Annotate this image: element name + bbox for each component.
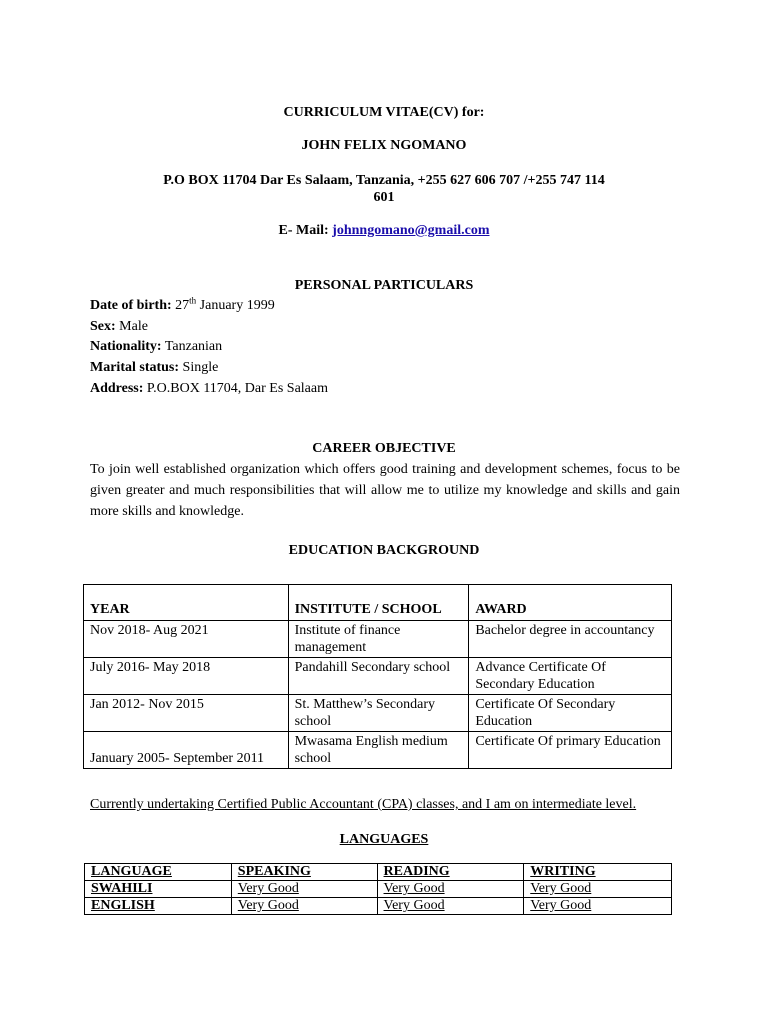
speaking-cell: Very Good [231, 881, 377, 898]
personal-heading: PERSONAL PARTICULARS [294, 278, 474, 293]
marital-label: Marital status: [90, 360, 180, 375]
col-year: YEAR [84, 585, 289, 621]
table-row [84, 621, 672, 658]
email-link[interactable]: johnngomano@gmail.com [332, 223, 490, 238]
address-value: P.O.BOX 11704, Dar Es Salaam [146, 381, 328, 396]
address-label: Address: [90, 381, 144, 396]
languages-heading: LANGUAGES [339, 832, 429, 847]
nationality-row [90, 338, 222, 356]
contact-address: P.O BOX 11704 Dar Es Salaam, Tanzania, +255 627 606 707 /+255 747 114 [163, 173, 605, 188]
language-cell: ENGLISH [85, 898, 232, 915]
languages-table [84, 863, 672, 915]
col-institute: INSTITUTE / SCHOOL [288, 585, 469, 621]
dob-row [90, 297, 275, 315]
table-row [84, 695, 672, 732]
year-cell: January 2005- September 2011 [84, 732, 289, 769]
col-language: LANGUAGE [85, 864, 232, 881]
institute-cell: St. Matthew’s Secondary school [288, 695, 469, 732]
objective-heading: CAREER OBJECTIVE [312, 441, 456, 456]
writing-cell: Very Good [524, 898, 672, 915]
dob-label: Date of birth: [90, 298, 172, 313]
table-row [84, 658, 672, 695]
cpa-note: Currently undertaking Certified Public Accountant (CPA) classes, and I am on intermediate level. [90, 797, 637, 812]
objective-text: To join well established organization which offers good training and development schemes, focus to be given greater and much responsibilities that will allow me to utilize my knowledge and skills and gain more skills and knowledge. [90, 462, 680, 519]
institute-cell: Mwasama English medium school [288, 732, 469, 769]
table-row [84, 732, 672, 769]
award-cell: Certificate Of Secondary Education [469, 695, 672, 732]
institute-cell: Institute of finance management [288, 621, 469, 658]
year-cell: Nov 2018- Aug 2021 [84, 621, 289, 658]
education-table [83, 584, 672, 769]
table-row [85, 881, 672, 898]
table-row [85, 898, 672, 915]
languages-header-row [85, 864, 672, 881]
dob-suffix: th [189, 295, 197, 306]
contact-address-cont: 601 [373, 190, 395, 205]
col-award: AWARD [469, 585, 672, 621]
writing-cell: Very Good [524, 881, 672, 898]
year-cell: July 2016- May 2018 [84, 658, 289, 695]
institute-cell: Pandahill Secondary school [288, 658, 469, 695]
col-reading: READING [377, 864, 524, 881]
language-cell: SWAHILI [85, 881, 232, 898]
address-row [90, 380, 328, 398]
award-cell: Certificate Of primary Education [469, 732, 672, 769]
year-cell: Jan 2012- Nov 2015 [84, 695, 289, 732]
speaking-cell: Very Good [231, 898, 377, 915]
education-header-row [84, 585, 672, 621]
reading-cell: Very Good [377, 898, 524, 915]
email-label: E- Mail: [278, 223, 329, 238]
col-speaking: SPEAKING [231, 864, 377, 881]
dob-day: 27 [175, 298, 190, 313]
candidate-name: JOHN FELIX NGOMANO [301, 138, 467, 153]
marital-value: Single [182, 360, 219, 375]
dob-rest: January 1999 [199, 298, 275, 313]
sex-row [90, 318, 148, 336]
reading-cell: Very Good [377, 881, 524, 898]
education-heading: EDUCATION BACKGROUND [288, 543, 480, 558]
sex-label: Sex: [90, 319, 116, 334]
award-cell: Advance Certificate Of Secondary Education [469, 658, 672, 695]
nationality-value: Tanzanian [164, 339, 223, 354]
sex-value: Male [119, 319, 148, 334]
email-line [0, 222, 768, 240]
nationality-label: Nationality: [90, 339, 162, 354]
marital-row [90, 359, 218, 377]
award-cell: Bachelor degree in accountancy [469, 621, 672, 658]
cv-title: CURRICULUM VITAE(CV) for: [283, 105, 485, 120]
col-writing: WRITING [524, 864, 672, 881]
